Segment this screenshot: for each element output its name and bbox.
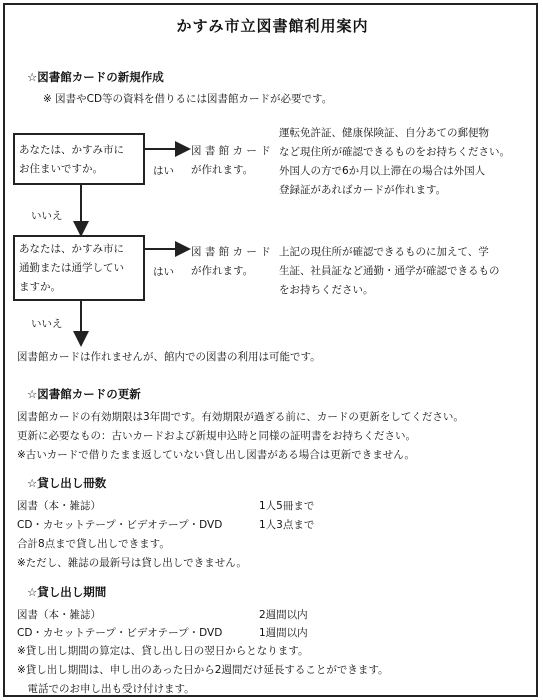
question-commute-line-3: ますか。 [19, 281, 61, 293]
result-2 [191, 243, 271, 281]
renewal-heading: ☆図書館カードの更新 [27, 387, 141, 401]
question-residence-box [13, 133, 145, 185]
loan-count-heading: ☆貸し出し冊数 [27, 476, 107, 490]
new-card-heading: ☆図書館カードの新規作成 [27, 70, 164, 84]
loan-count-note-1: 合計8点まで貸し出しできます。 [17, 538, 170, 550]
question-residence-line-2: お住まいですか。 [19, 163, 103, 175]
detail-2-line-3: をお持ちください。 [279, 284, 374, 296]
detail-1-line-2: など現住所が確認できるものをお持ちください。 [279, 146, 510, 158]
no-label-2: いいえ [31, 318, 63, 330]
loan-period-notes [17, 642, 389, 699]
result-1-line-1: 図 書 館 カ ー ド [191, 145, 271, 157]
renewal-line-2: 更新に必要なもの：古いカードおよび新規申込時と同様の証明書をお持ちください。 [17, 430, 416, 442]
loan-count-note-2: ※ただし、雑誌の最新号は貸し出しできません。 [17, 557, 247, 569]
question-residence-line-1: あなたは、かすみ市に [19, 144, 124, 156]
result-2-line-1: 図 書 館 カ ー ド [191, 246, 271, 258]
question-commute-line-2: 通勤または通学してい [19, 262, 124, 274]
question-commute-line-1: あなたは、かすみ市に [19, 243, 124, 255]
loan-count-row-2-value: 1人3点まで [259, 519, 315, 531]
question-commute-box [13, 235, 145, 301]
result-1 [191, 142, 271, 180]
loan-count-row-1-item: 図書（本・雑誌） [17, 500, 101, 512]
detail-2-line-1: 上記の現住所が確認できるものに加えて、学 [279, 246, 489, 258]
loan-count-notes [17, 535, 247, 573]
detail-1-line-3: 外国人の方で6か月以上滞在の場合は外国人 [279, 165, 486, 177]
loan-period-row-2-item: CD・カセットテープ・ビデオテープ・DVD [17, 627, 223, 639]
new-card-note: ※ 図書やCD等の資料を借りるには図書館カードが必要です。 [43, 93, 333, 105]
result-2-line-2: が作れます。 [191, 265, 254, 277]
loan-period-heading: ☆貸し出し期間 [27, 585, 107, 599]
loan-period-note-1: ※貸し出し期間の算定は、貸し出し日の翌日からとなります。 [17, 645, 309, 657]
detail-1 [279, 124, 510, 200]
no-card-result: 図書館カードは作れませんが、館内での図書の利用は可能です。 [17, 351, 321, 363]
renewal-line-3: ※古いカードで借りたまま返していない貸し出し図書がある場合は更新できません。 [17, 449, 415, 461]
loan-period-row-1-value: 2週間以内 [259, 609, 308, 621]
detail-2-line-2: 生証、社員証など通勤・通学が確認できるもの [279, 265, 500, 277]
renewal-line-1: 図書館カードの有効期限は3年間です。有効期限が過ぎる前に、カードの更新をしてください。 [17, 411, 464, 423]
loan-count-row-2-item: CD・カセットテープ・ビデオテープ・DVD [17, 519, 223, 531]
yes-label-2: はい [153, 266, 174, 278]
guide-page [3, 3, 538, 697]
page-title: かすみ市立図書館利用案内 [176, 17, 369, 35]
loan-period-row-1-item: 図書（本・雑誌） [17, 609, 101, 621]
result-1-line-2: が作れます。 [191, 164, 254, 176]
detail-2 [279, 243, 500, 300]
detail-1-line-4: 登録証があればカードが作れます。 [279, 184, 447, 196]
loan-period-note-3: 電話でのお申し出も受け付けます。 [17, 683, 195, 695]
yes-label-1: はい [153, 165, 174, 177]
loan-period-note-2: ※貸し出し期間は、申し出のあった日から2週間だけ延長することができます。 [17, 664, 389, 676]
detail-1-line-1: 運転免許証、健康保険証、自分あての郵便物 [279, 127, 489, 139]
no-label-1: いいえ [31, 210, 63, 222]
loan-count-row-1-value: 1人5冊まで [259, 500, 315, 512]
renewal-text [17, 408, 464, 465]
loan-period-row-2-value: 1週間以内 [259, 627, 308, 639]
